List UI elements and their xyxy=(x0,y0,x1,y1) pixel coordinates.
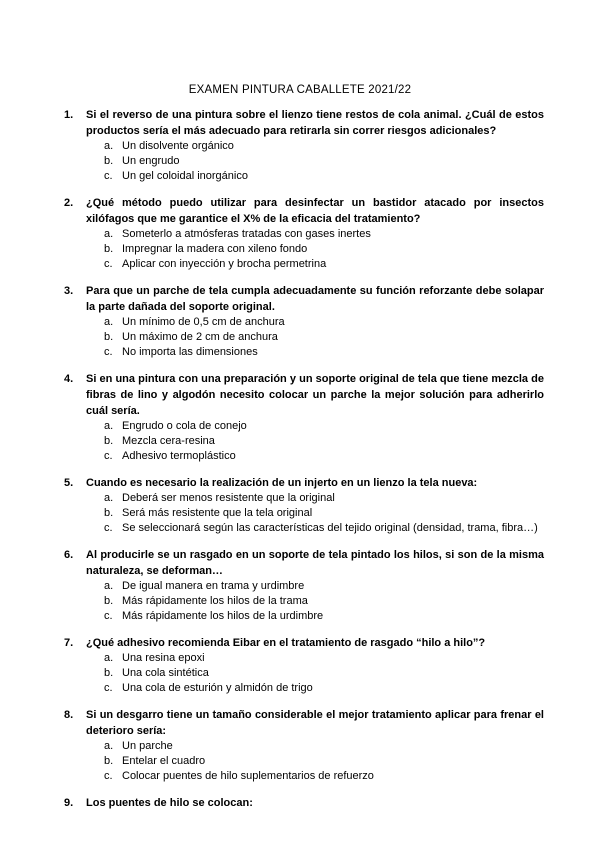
question-text: Los puentes de hilo se colocan: xyxy=(86,797,253,809)
question-text: Cuando es necesario la realización de un injerto en un lienzo la tela nueva: xyxy=(86,477,478,489)
option-letter: a. xyxy=(104,740,114,752)
option-letter: b. xyxy=(104,755,114,767)
option-letter: c. xyxy=(104,258,113,270)
question-number: 6. xyxy=(64,549,74,561)
option-text: Será más resistente que la tela original xyxy=(122,507,313,519)
question-text: Si el reverso de una pintura sobre el lienzo tiene restos de cola animal. ¿Cuál de estos productos sería el más adecuado para retirarla sin correr riesgos adicionales? xyxy=(86,109,544,137)
option-text: Someterlo a atmósferas tratadas con gases inertes xyxy=(122,228,371,240)
option-list xyxy=(64,579,544,624)
option-letter: a. xyxy=(104,140,114,152)
option-list xyxy=(64,315,544,360)
option-item xyxy=(64,769,544,784)
option-item xyxy=(64,651,544,666)
question-item xyxy=(64,475,544,536)
option-item xyxy=(64,506,544,521)
option-letter: b. xyxy=(104,595,114,607)
option-item xyxy=(64,419,544,434)
option-letter: c. xyxy=(104,682,113,694)
option-item xyxy=(64,449,544,464)
question-text: Si en una pintura con una preparación y un soporte original de tela que tiene mezcla de fibras de lino y algodón necesito colocar un parche la mejor solución para adherirlo cuál sería. xyxy=(86,373,544,417)
option-text: Impregnar la madera con xileno fondo xyxy=(122,243,308,255)
question-text: Para que un parche de tela cumpla adecuadamente su función reforzante debe solapar la parte dañada del soporte original. xyxy=(86,285,544,313)
option-letter: c. xyxy=(104,346,113,358)
option-text: Una cola de esturión y almidón de trigo xyxy=(122,682,313,694)
option-list xyxy=(64,651,544,696)
option-item xyxy=(64,609,544,624)
option-item xyxy=(64,434,544,449)
question-number: 9. xyxy=(64,797,74,809)
option-letter: b. xyxy=(104,667,114,679)
option-text: Más rápidamente los hilos de la urdimbre xyxy=(122,610,324,622)
question-item xyxy=(64,283,544,360)
option-item xyxy=(64,739,544,754)
question-text: Si un desgarro tiene un tamaño considerable el mejor tratamiento aplicar para frenar el deterioro sería: xyxy=(86,709,544,737)
option-letter: c. xyxy=(104,770,113,782)
option-letter: a. xyxy=(104,492,114,504)
question-number: 4. xyxy=(64,373,74,385)
option-text: De igual manera en trama y urdimbre xyxy=(122,580,305,592)
option-text: Se seleccionará según las características del tejido original (densidad, trama, fibra…) xyxy=(122,522,538,534)
option-item xyxy=(64,315,544,330)
option-list xyxy=(64,139,544,184)
option-item xyxy=(64,242,544,257)
question-number: 7. xyxy=(64,637,74,649)
option-letter: a. xyxy=(104,316,114,328)
option-letter: c. xyxy=(104,170,113,182)
option-text: Colocar puentes de hilo suplementarios de refuerzo xyxy=(122,770,374,782)
question-text: ¿Qué método puedo utilizar para desinfectar un bastidor atacado por insectos xilófagos que me garantice el X% de la eficacia del tratamiento? xyxy=(86,197,544,225)
option-text: Un mínimo de 0,5 cm de anchura xyxy=(122,316,285,328)
question-text: Al producirle se un rasgado en un soporte de tela pintado los hilos, si son de la misma naturaleza, se deforman… xyxy=(86,549,544,577)
option-text: No importa las dimensiones xyxy=(122,346,258,358)
option-text: Una cola sintética xyxy=(122,667,209,679)
question-number: 1. xyxy=(64,109,74,121)
option-list xyxy=(64,419,544,464)
question-item xyxy=(64,795,544,811)
option-text: Adhesivo termoplástico xyxy=(122,450,236,462)
option-text: Entelar el cuadro xyxy=(122,755,206,767)
option-letter: c. xyxy=(104,610,113,622)
question-item xyxy=(64,371,544,464)
option-letter: c. xyxy=(104,450,113,462)
question-item xyxy=(64,547,544,624)
question-text: ¿Qué adhesivo recomienda Eibar en el tratamiento de rasgado “hilo a hilo”? xyxy=(86,637,486,649)
option-item xyxy=(64,257,544,272)
option-text: Aplicar con inyección y brocha permetrina xyxy=(122,258,327,270)
option-letter: a. xyxy=(104,652,114,664)
option-text: Un máximo de 2 cm de anchura xyxy=(122,331,278,343)
question-number: 2. xyxy=(64,197,74,209)
question-item xyxy=(64,707,544,784)
question-number: 5. xyxy=(64,477,74,489)
option-text: Más rápidamente los hilos de la trama xyxy=(122,595,308,607)
option-item xyxy=(64,491,544,506)
option-text: Engrudo o cola de conejo xyxy=(122,420,247,432)
option-item xyxy=(64,579,544,594)
option-item xyxy=(64,330,544,345)
page-title: EXAMEN PINTURA CABALLETE 2021/22 xyxy=(188,84,412,96)
question-item xyxy=(64,635,544,696)
option-item xyxy=(64,666,544,681)
question-item xyxy=(64,195,544,272)
option-text: Un engrudo xyxy=(122,155,180,167)
option-text: Un disolvente orgánico xyxy=(122,140,234,152)
question-number: 8. xyxy=(64,709,74,721)
question-item xyxy=(64,107,544,184)
option-letter: b. xyxy=(104,331,114,343)
option-item xyxy=(64,681,544,696)
option-item xyxy=(64,594,544,609)
option-letter: b. xyxy=(104,507,114,519)
option-letter: a. xyxy=(104,580,114,592)
option-letter: c. xyxy=(104,522,113,534)
option-item xyxy=(64,169,544,184)
option-item xyxy=(64,139,544,154)
question-list xyxy=(64,107,544,822)
option-item xyxy=(64,227,544,242)
option-text: Deberá ser menos resistente que la original xyxy=(122,492,335,504)
option-text: Mezcla cera-resina xyxy=(122,435,215,447)
option-text: Un gel coloidal inorgánico xyxy=(122,170,248,182)
option-letter: b. xyxy=(104,435,114,447)
option-text: Una resina epoxi xyxy=(122,652,205,664)
option-item xyxy=(64,754,544,769)
option-letter: a. xyxy=(104,420,114,432)
option-list xyxy=(64,739,544,784)
option-text: Un parche xyxy=(122,740,173,752)
question-number: 3. xyxy=(64,285,74,297)
option-item xyxy=(64,345,544,360)
option-list xyxy=(64,227,544,272)
option-letter: b. xyxy=(104,243,114,255)
option-letter: b. xyxy=(104,155,114,167)
option-item xyxy=(64,521,544,536)
option-list xyxy=(64,491,544,536)
option-item xyxy=(64,154,544,169)
option-letter: a. xyxy=(104,228,114,240)
